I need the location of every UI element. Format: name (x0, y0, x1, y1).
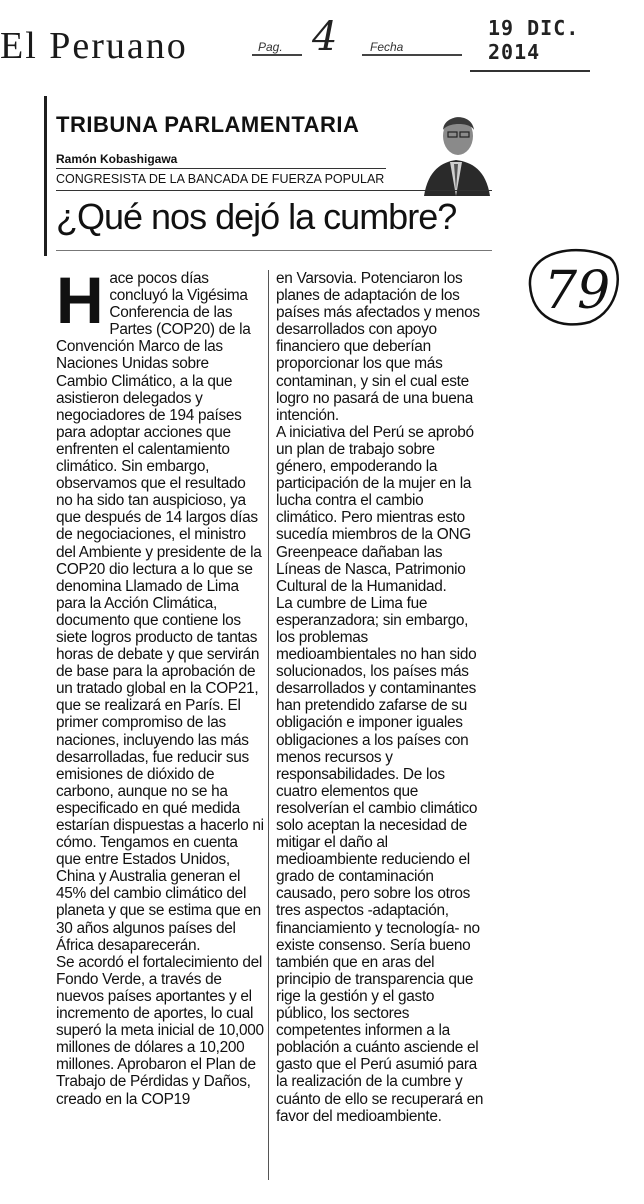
page-label: Pag. (258, 40, 283, 54)
author-photo (420, 100, 492, 196)
article-paragraph: Se acordó el fortalecimiento del Fondo Verde, a través de nuevos países aportantes y el incremento de aportes, lo cual superó la meta inicial de 10,000 millones de dólares a 10,200 millones. Aprobaron el Plan de Trabajo de Pérdidas y Daños, creado en la COP19 (56, 953, 264, 1108)
article-column-left (56, 263, 264, 1108)
drop-cap: H (56, 263, 104, 337)
section-title: TRIBUNA PARLAMENTARIA (56, 112, 360, 137)
handwritten-number: 79 (544, 261, 611, 321)
article-paragraph (56, 263, 264, 954)
newspaper-masthead: El Peruano (0, 25, 188, 67)
date-underline (470, 70, 590, 72)
article-headline: ¿Qué nos dejó la cumbre? (56, 196, 457, 237)
clipping-date: 19 DIC. 2014 (488, 16, 580, 64)
article-paragraph: en Varsovia. Potenciaron los planes de adaptación de los países más afectados y menos desarrollados con apoyo financiero que deberían proporcionar los que más contaminan, y sin el cual este logro no pasará de una buena intención. (276, 270, 480, 424)
article (44, 100, 492, 1190)
headline-rule (56, 250, 492, 251)
article-paragraph: A iniciativa del Perú se aprobó un plan de trabajo sobre género, empoderando la participación de la mujer en la lucha contra el cambio climático. Pero mientras esto sucedía miembros de la ONG Greenpeace dañaban las Líneas de Nasca, Patrimonio Cultural de la Humanidad. (276, 423, 474, 595)
page-underline (252, 54, 302, 56)
handwritten-number-stamp (520, 240, 624, 330)
page-number: 4 (312, 14, 338, 60)
author-name: Ramón Kobashigawa (56, 152, 178, 166)
author-role: CONGRESISTA DE LA BANCADA DE FUERZA POPULAR (56, 172, 385, 186)
column-divider (268, 270, 269, 1180)
date-label-underline (362, 54, 462, 56)
article-paragraph: La cumbre de Lima fue esperanzadora; sin embargo, los problemas medioambientales no han sido solucionados, los países más desarrollados y contaminantes han pretendido zafarse de su obligación e imponer iguales obligaciones a los países con menos recursos y responsabilidades. De los cuatro elementos que resolverían el cambio climático solo aceptan la necesidad de mitigar el daño al medioambiente reduciendo el grado de contaminación causado, pero sobre los otros tres aspectos -adaptación, financiamiento y tecnología- no existe consenso. Sería bueno también que en aras del principio de transparencia que rige la gestión y el gasto público, los sectores competentes informen a la población a cuánto asciende el gasto que el Perú asumió para la realización de la cumbre y cuánto de ello se recuperará en favor del medioambiente. (276, 594, 484, 1125)
author-divider (56, 168, 386, 169)
byline-divider (56, 190, 492, 191)
article-column-right (276, 270, 484, 1125)
date-label: Fecha (370, 40, 404, 54)
paragraph-text: ace pocos días concluyó la Vigésima Conferencia de las Partes (COP20) de la Convención Marco de las Naciones Unidas sobre Cambio Climático, a la que asistieron delegados y negociadores de 194 países para adoptar acciones que enfrenten el calentamiento climático. Sin embargo, observamos que el resultado no ha sido tan auspicioso, ya que después de 14 largos días de negociaciones, el ministro del Ambiente y presidente de la COP20 dio lectura a lo que se denomina Llamado de Lima para la Acción Climática, documento que contiene los siete logros producto de tantas horas de debate y que servirán de base para la aprobación de un tratado global en la COP21, que se realizará en París. El primer compromiso de las naciones, incluyendo las más desarrolladas, fue reducir sus emisiones de dióxido de carbono, aunque no se ha especificado en qué medida estarían dispuestas a hacerlo ni cómo. Tengamos en cuenta que entre Estados Unidos, China y Australia generan el 45% del cambio climático del planeta y que se estima que en 30 años algunos países del África desaparecerán. (56, 270, 264, 954)
